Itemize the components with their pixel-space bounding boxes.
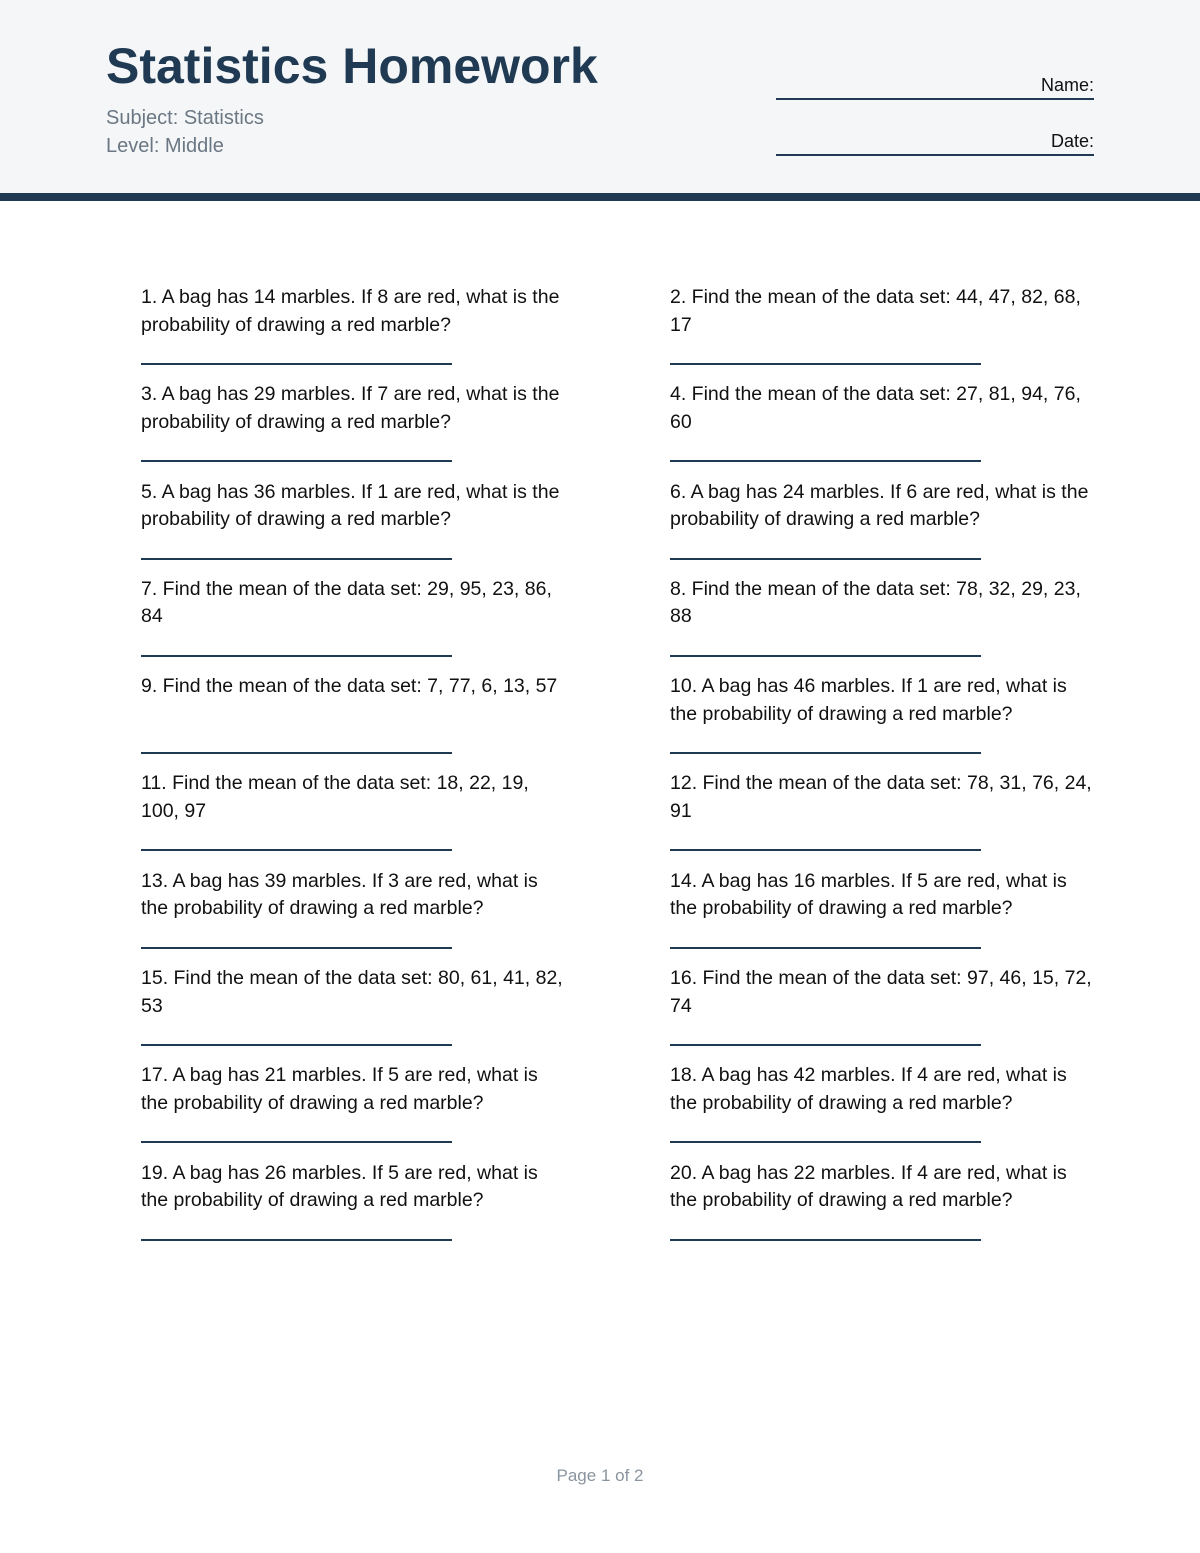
answer-line[interactable] bbox=[670, 1141, 981, 1143]
question-text: 20. A bag has 22 marbles. If 4 are red, what is the probability of drawing a red marble? bbox=[670, 1161, 1067, 1212]
question-17 bbox=[141, 1062, 563, 1159]
question-20 bbox=[670, 1160, 1092, 1257]
question-text: 5. A bag has 36 marbles. If 1 are red, what is the probability of drawing a red marble? bbox=[141, 480, 560, 531]
question-text: 3. A bag has 29 marbles. If 7 are red, what is the probability of drawing a red marble? bbox=[141, 383, 560, 433]
header-divider bbox=[0, 193, 1200, 201]
answer-line[interactable] bbox=[670, 558, 981, 560]
answer-line[interactable] bbox=[670, 1239, 981, 1241]
level-label: Level: Middle bbox=[106, 135, 224, 157]
answer-line[interactable] bbox=[670, 655, 981, 657]
answer-line[interactable] bbox=[141, 655, 452, 657]
name-field[interactable] bbox=[776, 72, 1094, 100]
question-3 bbox=[141, 381, 563, 478]
answer-line[interactable] bbox=[141, 1141, 452, 1143]
answer-line[interactable] bbox=[141, 460, 452, 462]
question-text: 6. A bag has 24 marbles. If 6 are red, what is the probability of drawing a red marble? bbox=[670, 480, 1089, 531]
answer-line[interactable] bbox=[141, 1239, 452, 1241]
question-text: 1. A bag has 14 marbles. If 8 are red, what is the probability of drawing a red marble? bbox=[141, 286, 560, 336]
question-4 bbox=[670, 381, 1092, 478]
question-text: 9. Find the mean of the data set: 7, 77, 6, 13, 57 bbox=[141, 675, 558, 698]
date-field[interactable] bbox=[776, 128, 1094, 156]
answer-line[interactable] bbox=[670, 363, 981, 365]
question-7 bbox=[141, 576, 563, 673]
answer-line[interactable] bbox=[141, 849, 452, 851]
question-9 bbox=[141, 673, 563, 770]
question-text: 10. A bag has 46 marbles. If 1 are red, what is the probability of drawing a red marble? bbox=[670, 675, 1067, 725]
question-text: 16. Find the mean of the data set: 97, 46, 15, 72, 74 bbox=[670, 967, 1092, 1017]
question-6 bbox=[670, 479, 1092, 576]
question-text: 7. Find the mean of the data set: 29, 95, 23, 86, 84 bbox=[141, 577, 552, 628]
question-text: 8. Find the mean of the data set: 78, 32, 29, 23, 88 bbox=[670, 577, 1081, 628]
question-12 bbox=[670, 770, 1092, 867]
question-10 bbox=[670, 673, 1092, 770]
question-text: 4. Find the mean of the data set: 27, 81, 94, 76, 60 bbox=[670, 383, 1081, 433]
question-text: 14. A bag has 16 marbles. If 5 are red, what is the probability of drawing a red marble? bbox=[670, 869, 1067, 920]
question-text: 2. Find the mean of the data set: 44, 47, 82, 68, 17 bbox=[670, 286, 1081, 336]
question-grid bbox=[141, 284, 1101, 1257]
answer-line[interactable] bbox=[670, 752, 981, 754]
question-2 bbox=[670, 284, 1092, 381]
page-title: Statistics Homework bbox=[106, 38, 598, 94]
answer-line[interactable] bbox=[670, 849, 981, 851]
question-text: 19. A bag has 26 marbles. If 5 are red, what is the probability of drawing a red marble? bbox=[141, 1161, 538, 1212]
answer-line[interactable] bbox=[141, 752, 452, 754]
question-text: 12. Find the mean of the data set: 78, 31, 76, 24, 91 bbox=[670, 772, 1092, 822]
subject-label: Subject: Statistics bbox=[106, 107, 264, 129]
answer-line[interactable] bbox=[670, 1044, 981, 1046]
question-1 bbox=[141, 284, 563, 381]
question-16 bbox=[670, 965, 1092, 1062]
answer-line[interactable] bbox=[141, 558, 452, 560]
question-11 bbox=[141, 770, 563, 867]
question-19 bbox=[141, 1160, 563, 1257]
question-8 bbox=[670, 576, 1092, 673]
question-text: 15. Find the mean of the data set: 80, 61, 41, 82, 53 bbox=[141, 967, 563, 1017]
page-number: Page 1 of 2 bbox=[556, 1466, 644, 1485]
answer-line[interactable] bbox=[141, 1044, 452, 1046]
answer-line[interactable] bbox=[141, 947, 452, 949]
answer-line[interactable] bbox=[141, 363, 452, 365]
question-15 bbox=[141, 965, 563, 1062]
question-text: 17. A bag has 21 marbles. If 5 are red, what is the probability of drawing a red marble? bbox=[141, 1064, 538, 1114]
question-18 bbox=[670, 1062, 1092, 1159]
name-label: Name: bbox=[1040, 75, 1094, 95]
answer-line[interactable] bbox=[670, 460, 981, 462]
question-text: 13. A bag has 39 marbles. If 3 are red, what is the probability of drawing a red marble? bbox=[141, 869, 538, 920]
question-text: 11. Find the mean of the data set: 18, 22, 19, 100, 97 bbox=[141, 772, 529, 822]
question-text: 18. A bag has 42 marbles. If 4 are red, what is the probability of drawing a red marble? bbox=[670, 1064, 1067, 1114]
date-label: Date: bbox=[1050, 131, 1094, 151]
answer-line[interactable] bbox=[670, 947, 981, 949]
question-14 bbox=[670, 868, 1092, 965]
question-13 bbox=[141, 868, 563, 965]
question-5 bbox=[141, 479, 563, 576]
